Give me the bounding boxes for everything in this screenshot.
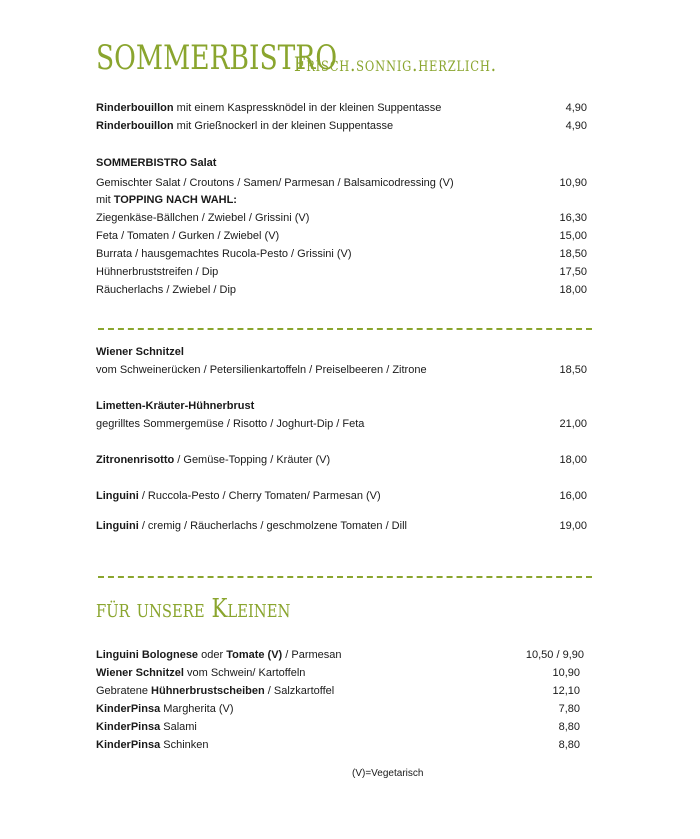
item-price: 18,00 bbox=[559, 454, 587, 466]
item-price: 18,50 bbox=[559, 364, 587, 376]
item-price: 10,50 / 9,90 bbox=[525, 649, 584, 661]
item-name-alt: Tomate (V) bbox=[226, 649, 283, 661]
item-description: / Salzkartoffel bbox=[264, 685, 335, 697]
kids-item-schnitzel bbox=[96, 664, 584, 682]
brand-title: SOMMERBISTRO bbox=[96, 38, 338, 78]
salad-title-row bbox=[96, 154, 587, 172]
item-price: 4,90 bbox=[565, 120, 587, 132]
item-name: KinderPinsa bbox=[96, 721, 161, 733]
kids-item-pinsa-margherita bbox=[96, 700, 584, 718]
item-price: 17,50 bbox=[559, 266, 587, 278]
item-description: mit Grießnockerl in der kleinen Suppentasse bbox=[173, 120, 394, 132]
menu-item-linguini-pesto bbox=[96, 487, 587, 505]
menu-item-soup-1 bbox=[96, 99, 587, 117]
divider-2 bbox=[98, 576, 592, 578]
item-connector: oder bbox=[198, 649, 227, 661]
item-description: / cremig / Räucherlachs / geschmolzene Tomaten / Dill bbox=[138, 520, 407, 532]
item-name: Linguini bbox=[96, 520, 139, 532]
item-description: Gemischter Salat / Croutons / Samen/ Parmesan / Balsamicodressing (V) bbox=[96, 177, 454, 189]
item-description: gegrilltes Sommergemüse / Risotto / Joghurt-Dip / Feta bbox=[96, 418, 365, 430]
item-name: Zitronenrisotto bbox=[96, 454, 175, 466]
item-price: 4,90 bbox=[565, 102, 587, 114]
menu-item-linguini-salmon bbox=[96, 517, 587, 535]
item-description: Hühnerbruststreifen / Dip bbox=[96, 266, 219, 278]
item-price: 7,80 bbox=[558, 703, 580, 715]
item-description: / Parmesan bbox=[282, 649, 342, 661]
vegetarian-footnote: (V)=Vegetarisch bbox=[352, 768, 424, 779]
item-price: 12,10 bbox=[552, 685, 580, 697]
item-description: Räucherlachs / Zwiebel / Dip bbox=[96, 284, 237, 296]
dish-title-row bbox=[96, 397, 587, 415]
item-price: 8,80 bbox=[558, 721, 580, 733]
item-price: 10,90 bbox=[552, 667, 580, 679]
item-name: KinderPinsa bbox=[96, 739, 161, 751]
item-description: / Gemüse-Topping / Kräuter (V) bbox=[174, 454, 331, 466]
salad-title: SOMMERBISTRO Salat bbox=[96, 157, 217, 169]
menu-item-schnitzel bbox=[96, 361, 587, 379]
topping-prefix: mit bbox=[96, 194, 114, 206]
item-price: 18,00 bbox=[559, 284, 587, 296]
kids-section-heading: für unsere Kleinen bbox=[96, 594, 291, 624]
menu-item-topping-4 bbox=[96, 263, 587, 281]
item-name: Hühnerbrustscheiben bbox=[151, 685, 265, 697]
item-description: Margherita (V) bbox=[160, 703, 234, 715]
item-price: 18,50 bbox=[559, 248, 587, 260]
item-name: KinderPinsa bbox=[96, 703, 161, 715]
item-price: 16,30 bbox=[559, 212, 587, 224]
item-description: Ziegenkäse-Bällchen / Zwiebel / Grissini (V) bbox=[96, 212, 310, 224]
item-price: 16,00 bbox=[559, 490, 587, 502]
item-name: Wiener Schnitzel bbox=[96, 667, 184, 679]
kids-item-pinsa-schinken bbox=[96, 736, 584, 754]
item-price: 21,00 bbox=[559, 418, 587, 430]
menu-item-topping-1 bbox=[96, 209, 587, 227]
item-price: 8,80 bbox=[558, 739, 580, 751]
menu-item-topping-3 bbox=[96, 245, 587, 263]
kids-item-chicken bbox=[96, 682, 584, 700]
kids-item-pinsa-salami bbox=[96, 718, 584, 736]
divider-1 bbox=[98, 328, 592, 330]
item-name: Rinderbouillon bbox=[96, 102, 174, 114]
menu-item-topping-5 bbox=[96, 281, 587, 299]
item-description: Burrata / hausgemachtes Rucola-Pesto / Grissini (V) bbox=[96, 248, 352, 260]
item-description: vom Schwein/ Kartoffeln bbox=[183, 667, 306, 679]
menu-item-risotto bbox=[96, 451, 587, 469]
item-name: Rinderbouillon bbox=[96, 120, 174, 132]
item-prefix: Gebratene bbox=[96, 685, 152, 697]
item-price: 10,90 bbox=[559, 177, 587, 189]
topping-label-row bbox=[96, 191, 587, 209]
tagline: Frisch.sonnig.herzlich. bbox=[294, 52, 497, 76]
item-description: vom Schweinerücken / Petersilienkartoffeln / Preiselbeeren / Zitrone bbox=[96, 364, 427, 376]
item-description: Schinken bbox=[160, 739, 209, 751]
dish-title: Wiener Schnitzel bbox=[96, 346, 184, 358]
menu-item-soup-2 bbox=[96, 117, 587, 135]
item-name: Linguini bbox=[96, 490, 139, 502]
item-price: 15,00 bbox=[559, 230, 587, 242]
menu-item-topping-2 bbox=[96, 227, 587, 245]
dish-title: Limetten-Kräuter-Hühnerbrust bbox=[96, 400, 255, 412]
item-description: Salami bbox=[160, 721, 197, 733]
menu-item-chicken bbox=[96, 415, 587, 433]
menu-item-salad-base bbox=[96, 174, 587, 192]
menu-header bbox=[96, 38, 616, 88]
item-description: mit einem Kaspressknödel in der kleinen Suppentasse bbox=[173, 102, 442, 114]
item-description: / Ruccola-Pesto / Cherry Tomaten/ Parmesan (V) bbox=[138, 490, 381, 502]
item-price: 19,00 bbox=[559, 520, 587, 532]
topping-label: TOPPING NACH WAHL: bbox=[113, 194, 237, 206]
item-name: Linguini Bolognese bbox=[96, 649, 199, 661]
kids-item-bolognese bbox=[96, 646, 584, 664]
item-description: Feta / Tomaten / Gurken / Zwiebel (V) bbox=[96, 230, 280, 242]
dish-title-row bbox=[96, 343, 587, 361]
